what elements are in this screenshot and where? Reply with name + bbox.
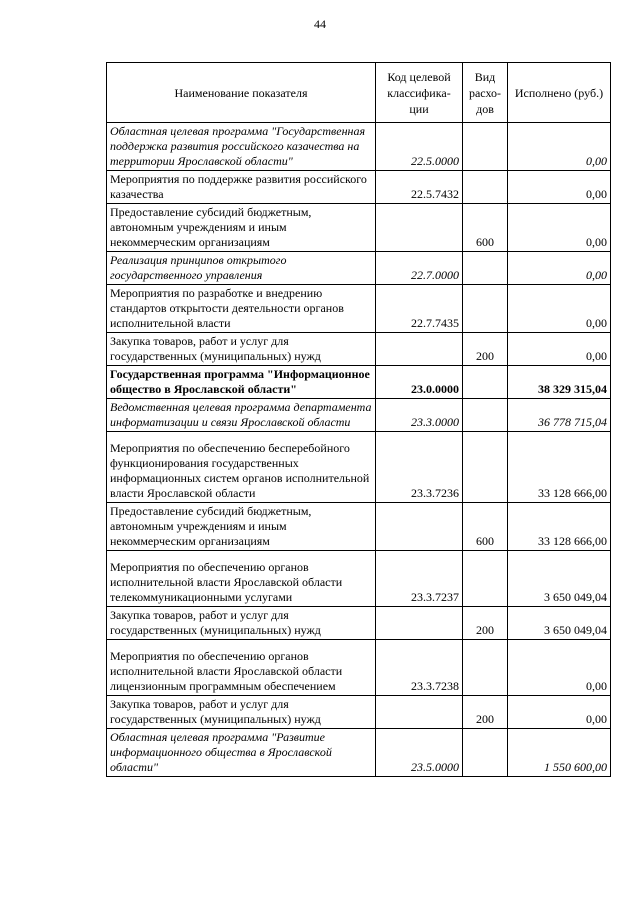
executed-amount-cell: 3 650 049,04 xyxy=(508,551,611,607)
table-row xyxy=(107,503,611,551)
executed-amount-cell: 0,00 xyxy=(508,640,611,696)
table-row xyxy=(107,432,611,503)
target-code-cell: 23.3.7237 xyxy=(376,551,463,607)
table-row xyxy=(107,640,611,696)
target-code-cell xyxy=(376,204,463,252)
table-row xyxy=(107,696,611,729)
table-row xyxy=(107,171,611,204)
table-row xyxy=(107,551,611,607)
indicator-name-cell: Мероприятия по обеспечению органов исполнительной власти Ярославской области телекоммуникационными услугами xyxy=(107,551,376,607)
expense-type-cell xyxy=(463,399,508,432)
expense-type-cell: 600 xyxy=(463,503,508,551)
page-number: 44 xyxy=(314,17,326,31)
executed-amount-cell: 1 550 600,00 xyxy=(508,729,611,777)
target-code-cell: 22.7.7435 xyxy=(376,285,463,333)
table-row xyxy=(107,123,611,171)
table-row xyxy=(107,366,611,399)
indicator-name-cell: Мероприятия по разработке и внедрению стандартов открытости деятельности органов исполнительной власти xyxy=(107,285,376,333)
expense-type-cell xyxy=(463,171,508,204)
executed-amount-cell: 0,00 xyxy=(508,252,611,285)
expense-type-cell xyxy=(463,551,508,607)
header-executed-amount: Исполнено (руб.) xyxy=(508,63,611,123)
expense-type-cell: 200 xyxy=(463,607,508,640)
target-code-cell: 23.3.7236 xyxy=(376,432,463,503)
table-row xyxy=(107,333,611,366)
indicator-name-cell: Областная целевая программа "Государственная поддержка развития российского казачества на территории Ярославской области" xyxy=(107,123,376,171)
target-code-cell xyxy=(376,696,463,729)
expense-type-cell xyxy=(463,640,508,696)
target-code-cell xyxy=(376,333,463,366)
executed-amount-cell: 0,00 xyxy=(508,123,611,171)
executed-amount-cell: 0,00 xyxy=(508,333,611,366)
table-row xyxy=(107,607,611,640)
executed-amount-cell: 0,00 xyxy=(508,285,611,333)
target-code-cell: 22.7.0000 xyxy=(376,252,463,285)
indicator-name-cell: Государственная программа "Информационное общество в Ярославской области" xyxy=(107,366,376,399)
target-code-cell: 23.3.0000 xyxy=(376,399,463,432)
indicator-name-cell: Ведомственная целевая программа департамента информатизации и связи Ярославской области xyxy=(107,399,376,432)
table-header-row xyxy=(107,63,611,123)
expense-type-cell xyxy=(463,285,508,333)
expense-type-cell xyxy=(463,432,508,503)
indicator-name-cell: Закупка товаров, работ и услуг для государственных (муниципальных) нужд xyxy=(107,333,376,366)
executed-amount-cell: 33 128 666,00 xyxy=(508,432,611,503)
expense-type-cell: 600 xyxy=(463,204,508,252)
indicator-name-cell: Мероприятия по поддержке развития российского казачества xyxy=(107,171,376,204)
indicator-name-cell: Предоставление субсидий бюджетным, автономным учреждениям и иным некоммерческим организациям xyxy=(107,503,376,551)
table-row xyxy=(107,252,611,285)
expense-type-cell: 200 xyxy=(463,333,508,366)
target-code-cell: 23.0.0000 xyxy=(376,366,463,399)
expense-type-cell xyxy=(463,729,508,777)
target-code-cell: 22.5.7432 xyxy=(376,171,463,204)
table-row xyxy=(107,285,611,333)
table-row xyxy=(107,399,611,432)
table-row xyxy=(107,729,611,777)
target-code-cell: 23.5.0000 xyxy=(376,729,463,777)
expense-type-cell xyxy=(463,366,508,399)
indicator-name-cell: Закупка товаров, работ и услуг для государственных (муниципальных) нужд xyxy=(107,696,376,729)
header-target-code: Код целевой классифика-ции xyxy=(376,63,463,123)
executed-amount-cell: 0,00 xyxy=(508,171,611,204)
executed-amount-cell: 3 650 049,04 xyxy=(508,607,611,640)
executed-amount-cell: 0,00 xyxy=(508,696,611,729)
executed-amount-cell: 36 778 715,04 xyxy=(508,399,611,432)
expense-type-cell xyxy=(463,252,508,285)
indicator-name-cell: Областная целевая программа "Развитие информационного общества в Ярославской области" xyxy=(107,729,376,777)
target-code-cell: 22.5.0000 xyxy=(376,123,463,171)
indicator-name-cell: Мероприятия по обеспечению бесперебойного функционирования государственных информационных систем органов исполнительной власти Ярославской области xyxy=(107,432,376,503)
budget-execution-table xyxy=(106,62,611,777)
target-code-cell xyxy=(376,607,463,640)
indicator-name-cell: Мероприятия по обеспечению органов исполнительной власти Ярославской области лицензионным программным обеспечением xyxy=(107,640,376,696)
expense-type-cell xyxy=(463,123,508,171)
indicator-name-cell: Реализация принципов открытого государственного управления xyxy=(107,252,376,285)
header-indicator-name: Наименование показателя xyxy=(107,63,376,123)
target-code-cell xyxy=(376,503,463,551)
expense-type-cell: 200 xyxy=(463,696,508,729)
table-row xyxy=(107,204,611,252)
indicator-name-cell: Предоставление субсидий бюджетным, автономным учреждениям и иным некоммерческим организациям xyxy=(107,204,376,252)
indicator-name-cell: Закупка товаров, работ и услуг для государственных (муниципальных) нужд xyxy=(107,607,376,640)
header-expense-type: Вид расхо-дов xyxy=(463,63,508,123)
target-code-cell: 23.3.7238 xyxy=(376,640,463,696)
executed-amount-cell: 33 128 666,00 xyxy=(508,503,611,551)
executed-amount-cell: 38 329 315,04 xyxy=(508,366,611,399)
executed-amount-cell: 0,00 xyxy=(508,204,611,252)
